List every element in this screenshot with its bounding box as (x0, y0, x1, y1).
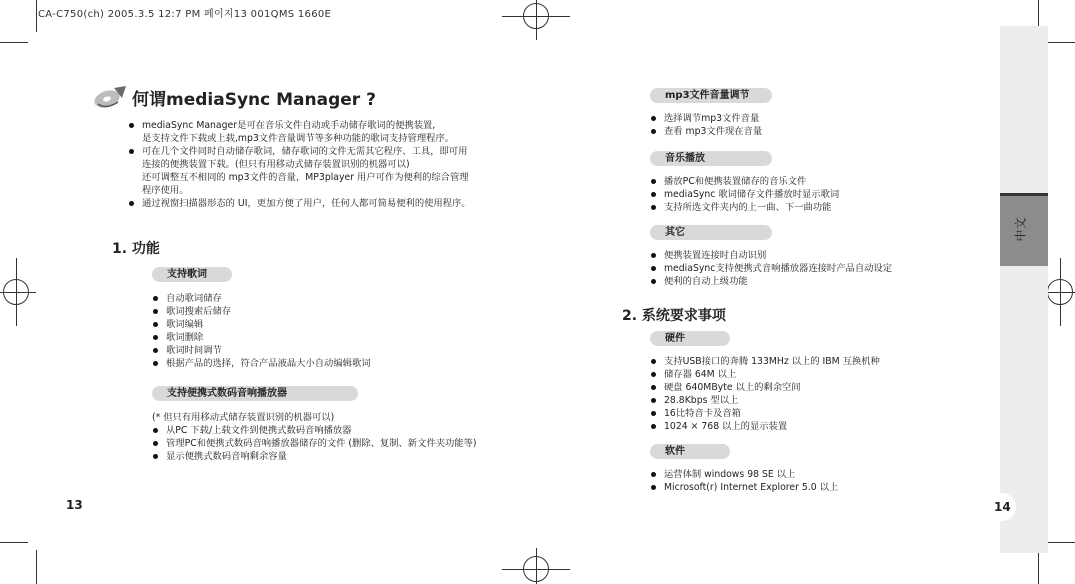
list-item: 硬盘 640MByte 以上的剩余空间 (650, 381, 970, 394)
list-item: 从PC 下载/上载文件到便携式数码音响播放器 (152, 424, 512, 437)
intro-line: 还可调整互不相同的 mp3文件的音量，MP3player 用户可作为便利的综合管理 (142, 172, 469, 183)
other-feature-list (650, 249, 970, 288)
portable-feature-list (152, 424, 512, 463)
list-item: 16比特音卡及音箱 (650, 407, 970, 420)
software-label: 软件 (650, 444, 730, 459)
intro-item (128, 145, 518, 197)
list-item: 显示便携式数码音响剩余容量 (152, 450, 512, 463)
list-item: 歌词编辑 (152, 318, 452, 331)
list-item: 选择调节mp3文件音量 (650, 112, 950, 125)
list-item: 1024 × 768 以上的显示装置 (650, 420, 970, 433)
intro-line: 程序使用。 (142, 185, 189, 196)
intro-list (128, 119, 518, 210)
list-item: 自动歌词储存 (152, 292, 452, 305)
section-1-heading: 1. 功能 (112, 241, 160, 257)
playback-feature-list (650, 175, 950, 214)
section-2-heading: 2. 系统要求事项 (622, 308, 726, 324)
music-playback-label: 音乐播放 (650, 151, 772, 166)
intro-line: 是支持文件下载或上载,mp3文件音量调节等多种功能的歌词支持管理程序。 (142, 133, 455, 144)
hardware-label: 硬件 (650, 331, 730, 346)
list-item: 便携装置连接时自动识别 (650, 249, 970, 262)
list-item: 储存器 64M 以上 (650, 368, 970, 381)
list-item: 歌词删除 (152, 331, 452, 344)
portable-player-label: 支持便携式数码音响播放器 (152, 386, 358, 401)
intro-item (128, 197, 518, 210)
side-tab-strip (1000, 26, 1048, 553)
list-item: 歌词搜索后储存 (152, 305, 452, 318)
list-item: 便利的自动上级功能 (650, 275, 970, 288)
list-item: mediaSync支持便携式音响播放器连接时产品自动设定 (650, 262, 970, 275)
list-item: 管理PC和便携式数码音响播放器储存的文件 (删除、复制、新文件夹功能等) (152, 437, 512, 450)
page-number-left: 13 (66, 498, 83, 512)
language-tab-label: 中文 (1013, 217, 1028, 242)
software-requirements-list (650, 468, 970, 494)
list-item: Microsoft(r) Internet Explorer 5.0 以上 (650, 481, 970, 494)
lyrics-support-label: 支持歌词 (152, 267, 232, 282)
volume-adjust-label: mp3文件音量调节 (650, 88, 772, 103)
cd-logo-icon (92, 84, 128, 110)
hardware-requirements-list (650, 355, 970, 433)
page-number-right: 14 (994, 500, 1011, 514)
intro-item (128, 119, 518, 145)
intro-line: 通过视窗扫描器形态的 UI，更加方便了用户，任何人都可简易便利的使用程序。 (142, 198, 471, 209)
page-title (92, 84, 376, 110)
list-item: 运营体制 windows 98 SE 以上 (650, 468, 970, 481)
page-title-text: 何谓mediaSync Manager ? (132, 89, 376, 110)
volume-feature-list (650, 112, 950, 138)
intro-line: 连接的便携装置下载。(但只有用移动式储存装置识别的机器可以) (142, 159, 410, 170)
list-item: 歌词时间调节 (152, 344, 452, 357)
list-item: 支持USB接口的奔腾 133MHz 以上的 IBM 互换机种 (650, 355, 970, 368)
lyrics-feature-list (152, 292, 452, 370)
list-item: 播放PC和便携装置储存的音乐文件 (650, 175, 950, 188)
intro-line: 可在几个文件同时自动储存歌词，储存歌词的文件无需其它程序、工具，即可用 (142, 146, 468, 157)
list-item: mediaSync 歌词储存文件播放时显示歌词 (650, 188, 950, 201)
other-label: 其它 (650, 225, 772, 240)
list-item: 支持所选文件夹内的上一曲、下一曲功能 (650, 201, 950, 214)
print-header: CA-C750(ch) 2005.3.5 12:7 PM 페이지13 001QMS 1660E (38, 9, 332, 20)
list-item: 28.8Kbps 型以上 (650, 394, 970, 407)
intro-line: mediaSync Manager是可在音乐文件自动或手动储存歌词的便携装置, (142, 120, 436, 131)
portable-note: (* 但只有用移动式储存装置识别的机器可以) (152, 412, 335, 423)
list-item: 查看 mp3文件现在音量 (650, 125, 950, 138)
list-item: 根据产品的选择，符合产品液晶大小自动编辑歌词 (152, 357, 452, 370)
